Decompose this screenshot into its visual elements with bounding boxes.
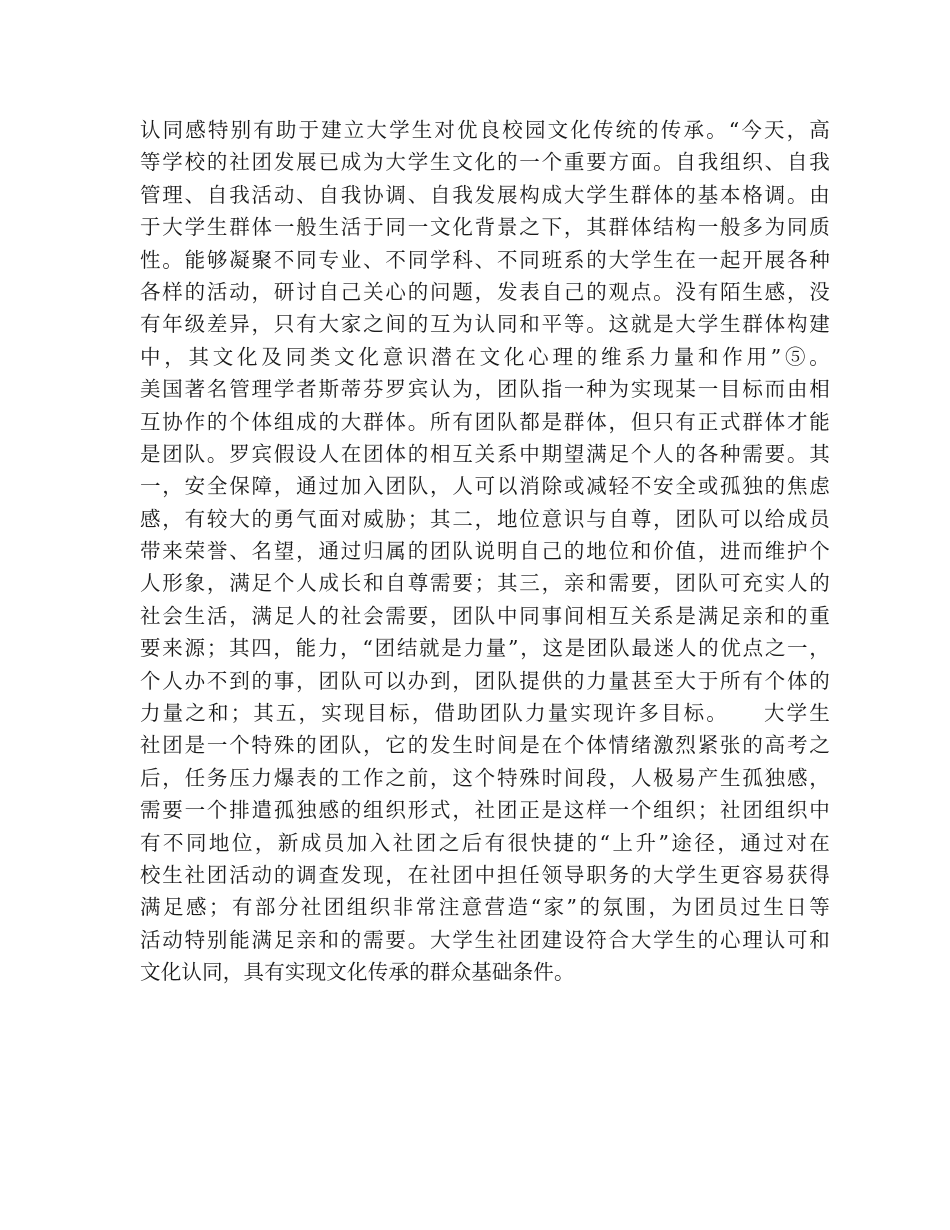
text-line: 是团队。罗宾假设人在团体的相互关系中期望满足个人的各种需要。其: [140, 441, 830, 466]
text-line: 社会生活，满足人的社会需要，团队中同事间相互关系是满足亲和的重: [140, 603, 830, 628]
text-line: 中，其文化及同类文化意识潜在文化心理的维系力量和作用”⑤。: [140, 344, 830, 369]
text-line: 文化认同，具有实现文化传承的群众基础条件。: [140, 960, 575, 985]
text-line: 管理、自我活动、自我协调、自我发展构成大学生群体的基本格调。由: [140, 182, 830, 207]
text-line: 需要一个排遣孤独感的组织形式，社团正是这样一个组织；社团组织中: [140, 798, 830, 823]
text-line: 带来荣誉、名望，通过归属的团队说明自己的地位和价值，进而维护个: [140, 539, 830, 564]
text-line: 美国著名管理学者斯蒂芬罗宾认为，团队指一种为实现某一目标而由相: [140, 377, 830, 402]
text-line: 感，有较大的勇气面对威胁；其二，地位意识与自尊，团队可以给成员: [140, 506, 830, 531]
text-line: 后，任务压力爆表的工作之前，这个特殊时间段，人极易产生孤独感，: [140, 765, 830, 790]
text-line: 要来源；其四，能力，“团结就是力量”，这是团队最迷人的优点之一，: [140, 636, 830, 661]
body-text: [140, 114, 830, 989]
text-line: 社团是一个特殊的团队，它的发生时间是在个体情绪激烈紧张的高考之: [140, 733, 830, 758]
text-line: 人形象，满足个人成长和自尊需要；其三，亲和需要，团队可充实人的: [140, 571, 830, 596]
text-line: 性。能够凝聚不同专业、不同学科、不同班系的大学生在一起开展各种: [140, 247, 830, 272]
text-line: 互协作的个体组成的大群体。所有团队都是群体，但只有正式群体才能: [140, 409, 830, 434]
text-line: 力量之和；其五，实现目标，借助团队力量实现许多目标。 大学生: [140, 701, 830, 726]
text-line: 有不同地位，新成员加入社团之后有很快捷的“上升”途径，通过对在: [140, 830, 830, 855]
text-line: 满足感；有部分社团组织非常注意营造“家”的氛围，为团员过生日等: [140, 895, 830, 920]
text-line: 有年级差异，只有大家之间的互为认同和平等。这就是大学生群体构建: [140, 312, 830, 337]
text-line: 认同感特别有助于建立大学生对优良校园文化传统的传承。“今天，高: [140, 118, 830, 142]
text-line: 个人办不到的事，团队可以办到，团队提供的力量甚至大于所有个体的: [140, 668, 830, 693]
text-line: 等学校的社团发展已成为大学生文化的一个重要方面。自我组织、自我: [140, 150, 830, 175]
text-line: 活动特别能满足亲和的需要。大学生社团建设符合大学生的心理认可和: [140, 927, 830, 952]
text-line: 一，安全保障，通过加入团队，人可以消除或减轻不安全或孤独的焦虑: [140, 474, 830, 499]
text-line: 各样的活动，研讨自己关心的问题，发表自己的观点。没有陌生感，没: [140, 279, 830, 304]
text-line: 校生社团活动的调查发现，在社团中担任领导职务的大学生更容易获得: [140, 862, 830, 887]
text-line: 于大学生群体一般生活于同一文化背景之下，其群体结构一般多为同质: [140, 215, 830, 240]
